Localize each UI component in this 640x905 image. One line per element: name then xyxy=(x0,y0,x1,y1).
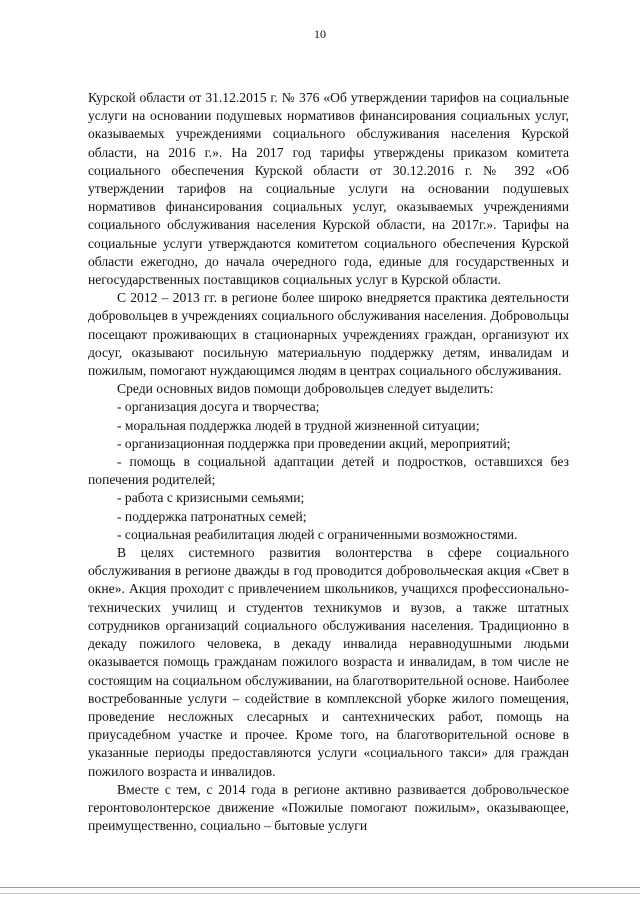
paragraph-tariffs: Курской области от 31.12.2015 г. № 376 «Об утверждении тарифов на социальные услуги на основании подушевых нормативов финансирования социальных услуг, оказываемых учреждениями социального обслуживания населения Курской области, на 2016 г.». На 2017 год тарифы утверждены приказом комитета социального обеспечения Курской области от 30.12.2016 г. № 392 «Об утверждении тарифов на социальные услуги на основании подушевых нормативов финансирования социальных услуг, оказываемых учреждениями социального обслуживания населения Курской области, на 2017г.». Тарифы на социальные услуги утверждаются комитетом социального обеспечения Курской области ежегодно, до начала очередного года, единые для государственных и негосударственных поставщиков социальных услуг в Курской области. xyxy=(88,90,569,288)
paragraph-help-types-heading: Среди основных видов помощи добровольцев следует выделить: xyxy=(117,381,494,397)
paragraph-volunteers-intro: С 2012 – 2013 гг. в регионе более широко внедряется практика деятельности добровольцев в учреждениях социального обслуживания населения. Добровольцы посещают проживающих в стационарных учреждениях граждан, организуют их досуг, оказывают посильную материальную поддержку детям, инвалидам и пожилым, помогают нуждающимся людям в центрах социального обслуживания. xyxy=(88,290,569,379)
list-item: - поддержка патронатных семей; xyxy=(117,508,307,524)
paragraph-light-in-window: В целях системного развития волонтерства в сфере социального обслуживания в регионе дважды в год проводится добровольческая акция «Свет в окне». Акция проходит с привлечением школьников, учащихся профессионально-технических училищ и студентов техникумов и вузов, а также штатных сотрудников организаций социального обслуживания населения. Традиционно в декаду пожилого человека, в декаду инвалида неравнодушными людьми оказывается помощь гражданам пожилого возраста и инвалидам, в том числе не состоящим на социальном обслуживании, на благотворительной основе. Наиболее востребованные услуги – содействие в комплексной уборке жилого помещения, проведение несложных слесарных и сантехнических работ, помощь на приусадебном участке и прочее. Кроме того, на благотворительной основе в указанные периоды предоставляются услуги «социального такси» для граждан пожилого возраста и инвалидов. xyxy=(88,545,569,779)
list-item: - помощь в социальной адаптации детей и подростков, оставшихся без попечения родителей; xyxy=(88,454,569,488)
scan-edge-line-lower xyxy=(0,893,640,894)
list-item: - организационная поддержка при проведении акций, мероприятий; xyxy=(117,435,511,451)
page-number: 10 xyxy=(314,27,326,41)
document-body xyxy=(88,89,569,835)
paragraph-elderly-help-elderly: Вместе с тем, с 2014 года в регионе активно развивается добровольческое геронтоволонтерское движение «Пожилые помогают пожилым», оказывающее, преимущественно, социально – бытовые услуги xyxy=(88,781,569,834)
scan-edge-line xyxy=(0,887,640,888)
list-item: - моральная поддержка людей в трудной жизненной ситуации; xyxy=(117,417,480,433)
help-types-list xyxy=(88,398,569,544)
list-item: - социальная реабилитация людей с ограниченными возможностями. xyxy=(117,526,518,542)
list-item: - организация досуга и творчества; xyxy=(117,399,320,415)
list-item: - работа с кризисными семьями; xyxy=(117,490,305,506)
